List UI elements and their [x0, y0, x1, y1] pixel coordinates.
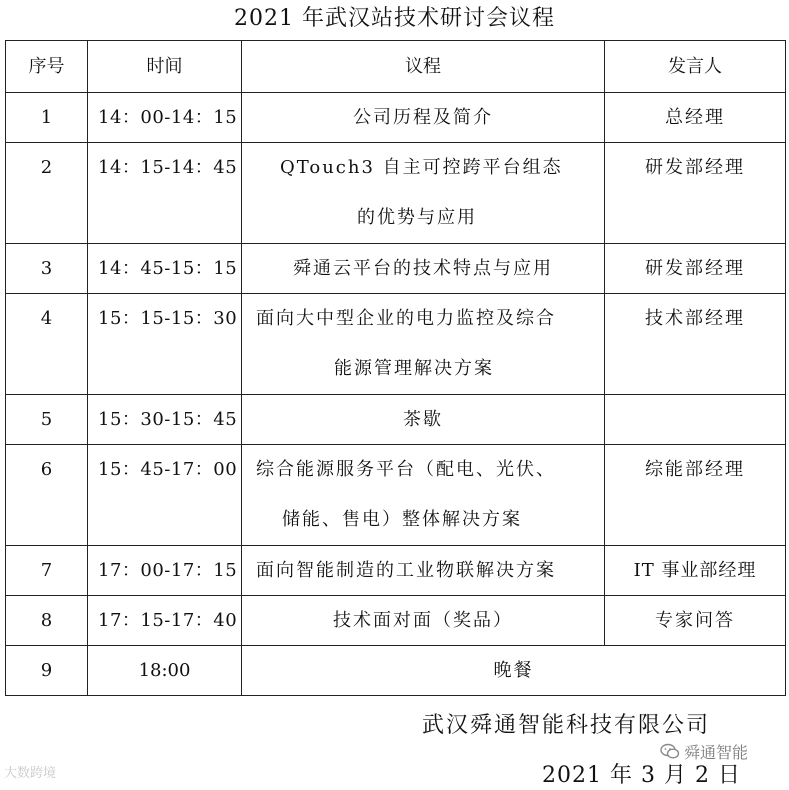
row-time-cell [88, 445, 242, 546]
table-row [6, 445, 786, 546]
row-time-cell [88, 596, 242, 646]
row-no-cell [6, 546, 88, 596]
row-time: 15：30-15：45 [98, 409, 238, 430]
watermark-right-text: 舜通智能 [684, 743, 749, 762]
row-time-cell [88, 395, 242, 445]
row-speaker-cell [605, 546, 786, 596]
row-speaker-cell [605, 445, 786, 546]
row-no: 2 [40, 157, 53, 178]
row-time-cell [88, 546, 242, 596]
row-agenda-cell [242, 596, 605, 646]
table-header-row [6, 41, 786, 93]
header-no: 序号 [6, 41, 88, 93]
row-agenda-cell [242, 244, 605, 294]
row-time: 14：00-14：15 [98, 107, 238, 128]
row-speaker: 研发部经理 [645, 157, 745, 178]
row-agenda-line: 技术面对面（奖品） [333, 610, 513, 631]
row-speaker: IT 事业部经理 [633, 560, 757, 581]
table-row [6, 646, 786, 696]
watermark-right [660, 740, 748, 763]
row-agenda-cell [242, 395, 605, 445]
row-time-cell [88, 294, 242, 395]
row-no: 3 [40, 258, 53, 279]
table-row [6, 395, 786, 445]
document-title: 2021 年武汉站技术研讨会议程 [234, 6, 555, 31]
row-agenda-line: 储能、售电）整体解决方案 [282, 509, 522, 530]
row-no: 9 [40, 660, 53, 681]
row-time: 14：15-14：45 [98, 157, 238, 178]
row-time: 15：45-17：00 [98, 459, 238, 480]
row-speaker-cell [605, 294, 786, 395]
row-speaker: 研发部经理 [645, 258, 745, 279]
row-no-cell [6, 294, 88, 395]
row-no: 1 [40, 107, 53, 128]
row-speaker: 综能部经理 [645, 459, 745, 480]
watermark-left-text: 大数跨境 [4, 766, 57, 781]
row-agenda-line: 的优势与应用 [357, 207, 477, 228]
row-no: 5 [40, 409, 53, 430]
row-speaker-cell [605, 244, 786, 294]
row-agenda-cell [242, 93, 605, 143]
header-time: 时间 [88, 41, 242, 93]
row-no-cell [6, 93, 88, 143]
header-agenda: 议程 [242, 41, 605, 93]
row-time-cell [88, 93, 242, 143]
row-speaker: 专家问答 [655, 610, 735, 631]
row-speaker-cell [605, 143, 786, 244]
row-no: 7 [40, 560, 53, 581]
row-no-cell [6, 244, 88, 294]
row-agenda-line: 公司历程及简介 [353, 107, 493, 128]
row-no: 6 [40, 459, 53, 480]
table-row [6, 244, 786, 294]
row-agenda-cell [242, 646, 786, 696]
row-agenda-line: 舜通云平台的技术特点与应用 [293, 258, 553, 279]
row-no-cell [6, 143, 88, 244]
row-time: 15：15-15：30 [98, 308, 238, 329]
row-no: 8 [40, 610, 53, 631]
row-speaker-cell [605, 395, 786, 445]
row-agenda-line: 面向智能制造的工业物联解决方案 [256, 560, 556, 581]
row-no-cell [6, 445, 88, 546]
row-agenda-line: 能源管理解决方案 [334, 358, 494, 379]
row-time-cell [88, 143, 242, 244]
row-agenda-line: 面向大中型企业的电力监控及综合 [256, 308, 556, 329]
row-agenda-line: 晚餐 [493, 660, 534, 681]
document-date: 2021 年 3 月 2 日 [542, 763, 741, 788]
row-no-cell [6, 646, 88, 696]
row-speaker-cell [605, 596, 786, 646]
row-time: 14：45-15：15 [98, 258, 238, 279]
header-speaker: 发言人 [605, 41, 786, 93]
row-speaker-cell [605, 93, 786, 143]
table-row [6, 93, 786, 143]
table-row [6, 294, 786, 395]
row-no-cell [6, 395, 88, 445]
row-agenda-cell [242, 546, 605, 596]
table-row [6, 546, 786, 596]
row-no: 4 [40, 308, 53, 329]
row-time: 17：15-17：40 [98, 610, 238, 631]
row-no-cell [6, 596, 88, 646]
table-row [6, 143, 786, 244]
wechat-icon [660, 743, 680, 760]
row-agenda-cell [242, 445, 605, 546]
row-speaker: 总经理 [665, 107, 725, 128]
watermark-left [4, 762, 56, 781]
row-agenda-cell [242, 294, 605, 395]
row-agenda-line: QTouch3 自主可控跨平台组态 [280, 157, 563, 178]
agenda-table [5, 40, 786, 696]
company-name: 武汉舜通智能科技有限公司 [422, 713, 711, 738]
row-time: 18:00 [138, 660, 191, 681]
row-time-cell [88, 244, 242, 294]
row-time-cell [88, 646, 242, 696]
row-agenda-line: 茶歇 [403, 409, 443, 430]
table-row [6, 596, 786, 646]
row-time: 17：00-17：15 [98, 560, 238, 581]
row-agenda-line: 综合能源服务平台（配电、光伏、 [256, 459, 556, 480]
row-agenda-cell [242, 143, 605, 244]
row-speaker: 技术部经理 [645, 308, 745, 329]
